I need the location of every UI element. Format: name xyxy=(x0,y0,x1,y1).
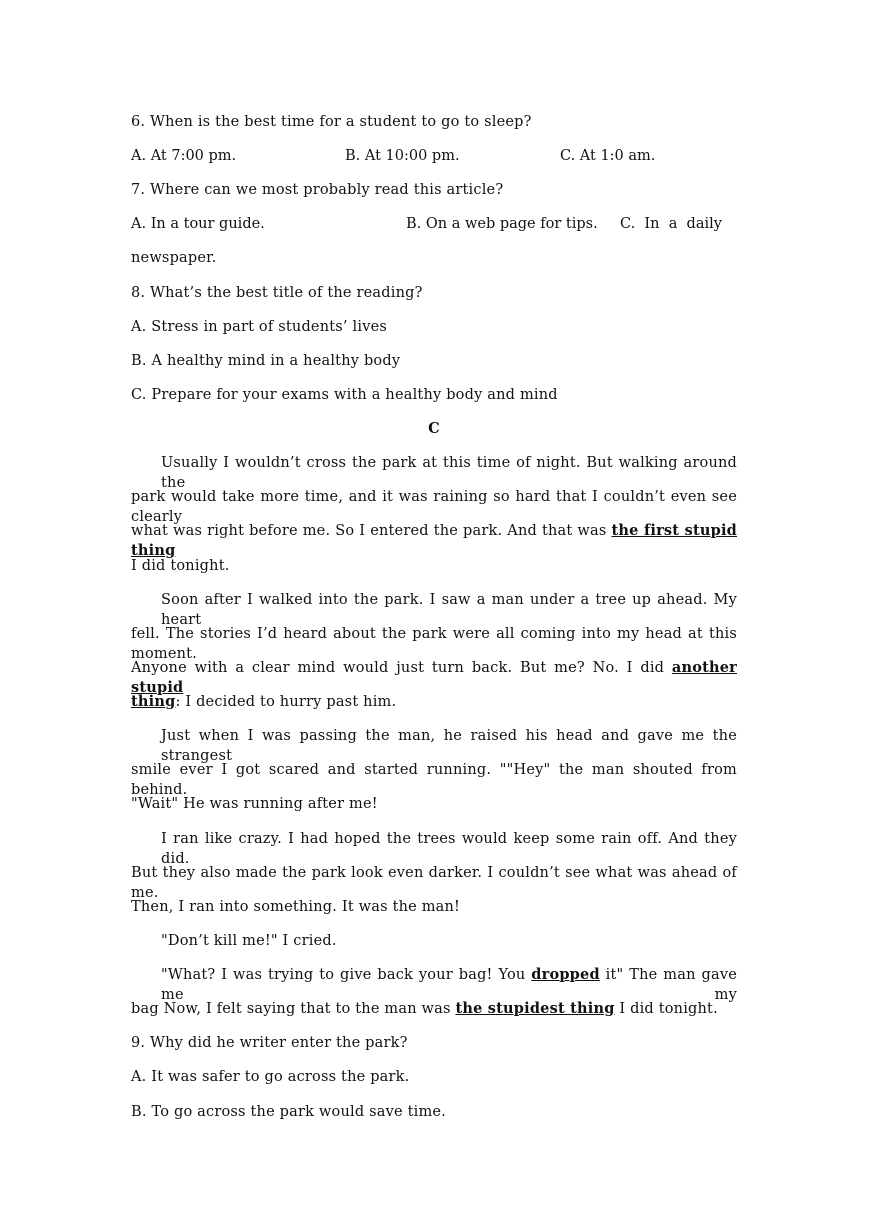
passage-p3-line2: smile ever I got scared and started running. ""Hey" the man shouted from behind. xyxy=(131,762,737,798)
key-phrase-underlined: the stupidest thing xyxy=(455,1000,615,1017)
section-heading: C xyxy=(428,420,440,437)
q7-option-b: B. On a web page for tips. xyxy=(406,216,598,232)
passage-p1-line2: park would take more time, and it was raining so hard that I couldn’t even see clearly xyxy=(131,489,737,525)
key-phrase-underlined: another stupid xyxy=(131,659,737,696)
q8-option-b: B. A healthy mind in a healthy body xyxy=(131,353,401,369)
passage-p3-line3: "Wait" He was running after me! xyxy=(131,796,378,812)
key-phrase-underlined: dropped xyxy=(531,966,600,983)
q6-question: 6. When is the best time for a student to go to sleep? xyxy=(131,114,532,130)
q6-option-a: A. At 7:00 pm. xyxy=(131,148,237,164)
passage-text: what was right before me. So I entered the park. And that was xyxy=(131,523,612,539)
q8-option-c: C. Prepare for your exams with a healthy body and mind xyxy=(131,387,558,403)
passage-text: : I decided to hurry past him. xyxy=(175,694,397,710)
q7-question: 7. Where can we most probably read this article? xyxy=(131,182,504,198)
q7-option-c: C. In a daily xyxy=(620,216,722,232)
passage-p2-line4 xyxy=(131,692,737,712)
q8-question: 8. What’s the best title of the reading? xyxy=(131,285,423,301)
q7-option-a: A. In a tour guide. xyxy=(131,216,265,232)
q6-option-c: C. At 1:0 am. xyxy=(560,148,656,164)
q9-option-a: A. It was safer to go across the park. xyxy=(131,1069,410,1085)
q9-option-b: B. To go across the park would save time. xyxy=(131,1104,446,1120)
passage-p5-line1: "Don’t kill me!" I cried. xyxy=(161,933,337,949)
passage-p2-line2: fell. The stories I’d heard about the park were all coming into my head at this moment. xyxy=(131,626,737,662)
passage-p4-line1: I ran like crazy. I had hoped the trees would keep some rain off. And they did. xyxy=(161,831,737,867)
passage-p2-line1: Soon after I walked into the park. I saw a man under a tree up ahead. My heart xyxy=(161,592,737,628)
q9-question: 9. Why did he writer enter the park? xyxy=(131,1035,408,1051)
passage-text: I did tonight. xyxy=(614,1001,718,1017)
passage-text: Anyone with a clear mind would just turn back. But me? No. I did xyxy=(131,660,672,676)
passage-p1-line1: Usually I wouldn’t cross the park at this time of night. But walking around the xyxy=(161,455,737,491)
passage-text: it" The man gave me my xyxy=(161,967,737,1003)
passage-text: bag Now, I felt saying that to the man was xyxy=(131,1001,456,1017)
passage-text: "What? I was trying to give back your bag! You xyxy=(161,967,532,983)
key-phrase-underlined: the first stupid thing xyxy=(131,522,737,559)
q8-option-a: A. Stress in part of students’ lives xyxy=(131,319,388,335)
passage-p1-line4: I did tonight. xyxy=(131,558,230,574)
q7-option-c-cont: newspaper. xyxy=(131,250,217,266)
passage-p4-line2: But they also made the park look even darker. I couldn’t see what was ahead of me. xyxy=(131,865,737,901)
passage-p3-line1: Just when I was passing the man, he raised his head and gave me the strangest xyxy=(161,728,737,764)
key-phrase-underlined: thing xyxy=(131,693,176,710)
passage-p4-line3: Then, I ran into something. It was the man! xyxy=(131,899,461,915)
passage-p6-line2 xyxy=(131,999,737,1019)
q6-option-b: B. At 10:00 pm. xyxy=(345,148,460,164)
passage-p1-line3 xyxy=(131,521,737,561)
